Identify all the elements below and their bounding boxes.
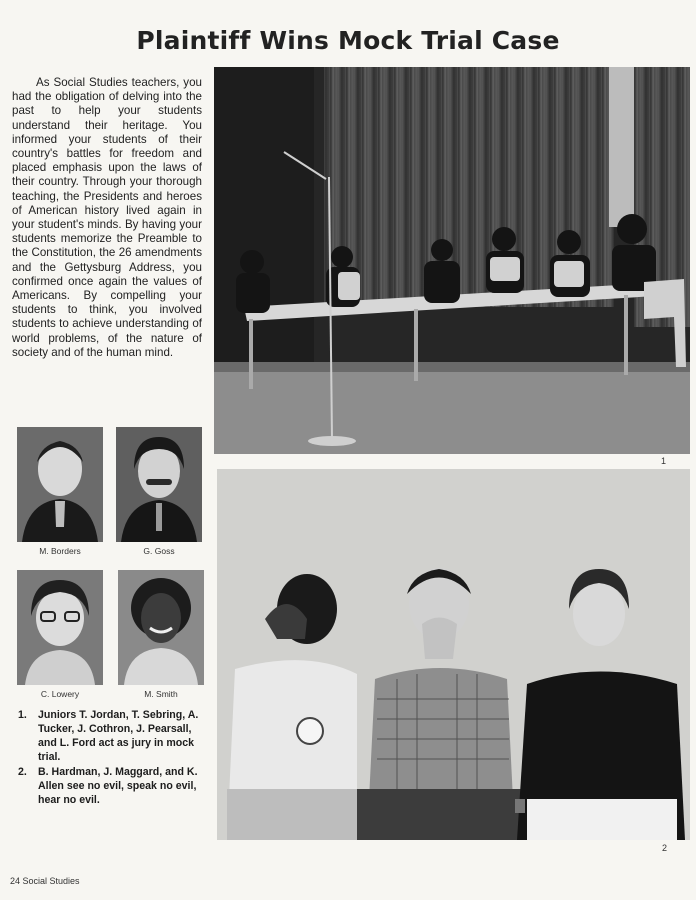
portrait-g-goss — [116, 427, 202, 542]
photo-2-number: 2 — [662, 843, 668, 853]
portrait-m-borders — [17, 427, 103, 542]
photo-1-number: 1 — [661, 456, 667, 466]
caption-2 — [14, 765, 210, 807]
caption-1 — [14, 708, 210, 764]
caption-1-text: Juniors T. Jordan, T. Sebring, A. Tucker, J. Cothron, J. Pearsall, and L. Ford act as jury in mock trial. — [38, 709, 199, 763]
photo-captions — [14, 708, 210, 808]
mock-trial-photo — [214, 67, 690, 454]
three-students-photo — [217, 469, 690, 840]
portrait-name-lowery: C. Lowery — [40, 689, 80, 699]
portrait-c-lowery — [17, 570, 103, 685]
caption-2-text: B. Hardman, J. Maggard, and K. Allen see no evil, speak no evil, hear no evil. — [38, 766, 198, 806]
portrait-name-borders: M. Borders — [39, 546, 81, 556]
portrait-m-smith — [118, 570, 204, 685]
page-footer: 24 Social Studies — [10, 876, 80, 886]
portrait-name-smith: M. Smith — [144, 689, 178, 699]
caption-1-number: 1. — [18, 709, 27, 721]
caption-2-number: 2. — [18, 766, 27, 778]
page-title: Plaintiff Wins Mock Trial Case — [136, 26, 560, 55]
portrait-name-goss: G. Goss — [143, 546, 175, 556]
intro-paragraph: As Social Studies teachers, you had the obligation of delving into the past to help your students understand their heritage. You informed your students of their country's battles for freedom and placed emphasis upon the laws of their country. Through your thorough teaching, the Presidents and heroes of American history lived again in your student's minds. By having your students memorize the Preamble to the Constitution, the 26 amendments and the Gettysburg Address, you confirmed once again the values of Americans. By compelling your students to think, you involved students to achieve understanding of world problems, of the nature of society and of the human mind. — [12, 76, 202, 359]
